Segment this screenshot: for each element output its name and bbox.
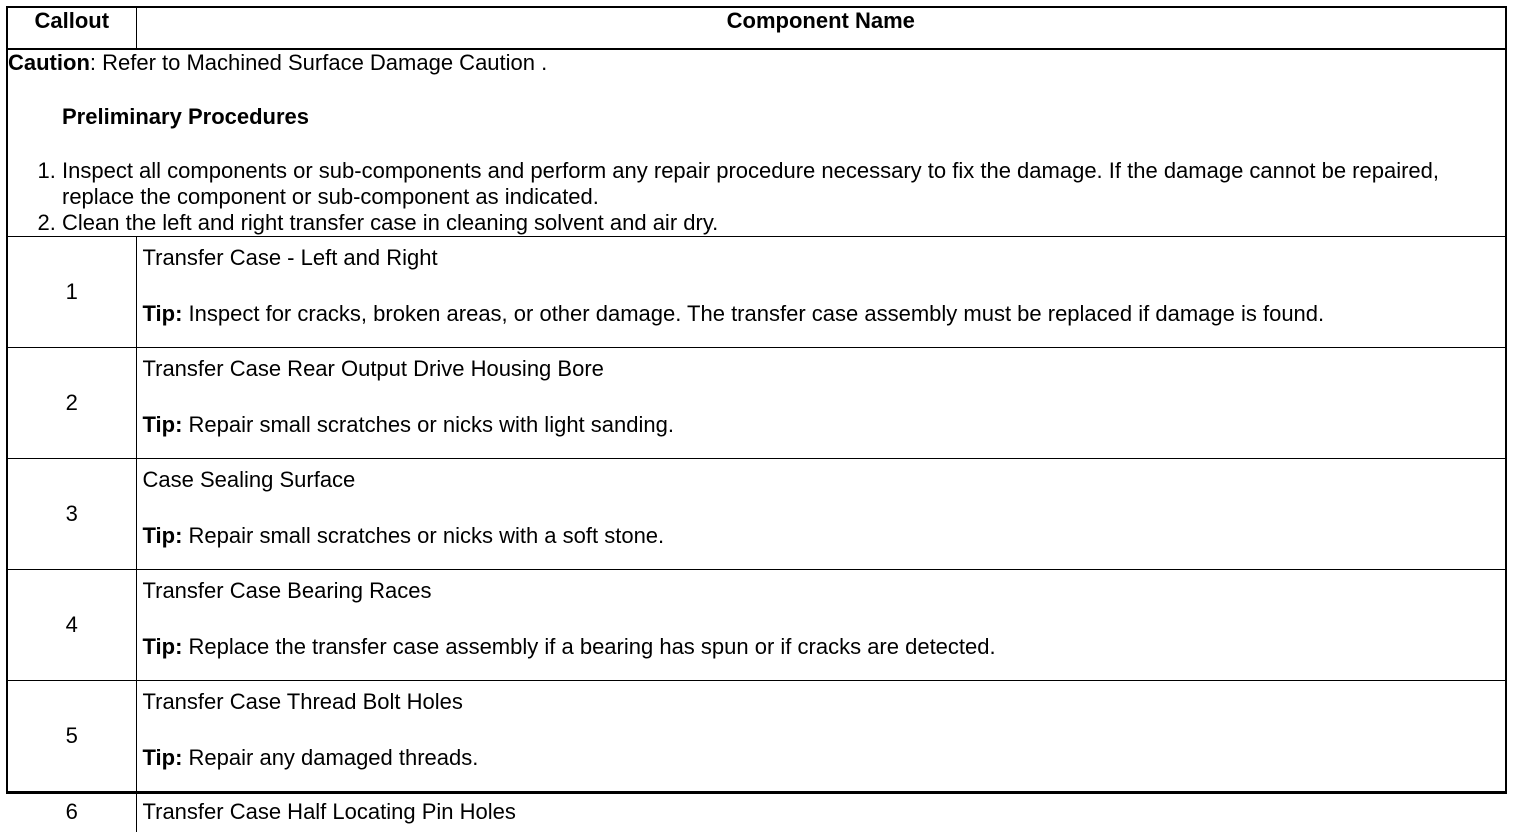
- procedure-table: [8, 8, 1505, 832]
- tip-note: [143, 523, 1500, 549]
- tip-note: [143, 634, 1500, 660]
- tip-label: Tip:: [143, 301, 183, 326]
- component-cell: [136, 681, 1505, 792]
- component-cell: [136, 459, 1505, 570]
- table-row: [8, 459, 1505, 570]
- component-name: Transfer Case Thread Bolt Holes: [143, 689, 1500, 745]
- table-row: [8, 681, 1505, 792]
- step-item: 1. Inspect all components or sub-components and perform any repair procedure necessary to fix the damage. If the damage cannot be repaired, replace the component or sub-component as indicated.: [62, 158, 1505, 210]
- caution-text: : Refer to Machined Surface Damage Caution .: [90, 50, 547, 75]
- tip-note: [143, 412, 1500, 438]
- intro-cell: [8, 49, 1505, 237]
- table-row: [8, 792, 1505, 832]
- tip-text: Repair small scratches or nicks with a soft stone.: [182, 523, 664, 548]
- tip-note: [143, 301, 1500, 327]
- header-callout: Callout: [8, 8, 136, 49]
- callout-number: 2: [8, 348, 136, 459]
- table-row: [8, 570, 1505, 681]
- tip-text: Repair small scratches or nicks with light sanding.: [182, 412, 674, 437]
- component-name: Transfer Case Half Locating Pin Holes: [136, 792, 1505, 832]
- callout-number: 3: [8, 459, 136, 570]
- callout-number: 5: [8, 681, 136, 792]
- callout-number: 1: [8, 237, 136, 348]
- tip-label: Tip:: [143, 745, 183, 770]
- callout-number: 4: [8, 570, 136, 681]
- step-item: 2. Clean the left and right transfer case in cleaning solvent and air dry.: [62, 210, 1505, 236]
- tip-note: [143, 745, 1500, 771]
- tip-text: Replace the transfer case assembly if a bearing has spun or if cracks are detected.: [182, 634, 995, 659]
- component-name: Transfer Case Bearing Races: [143, 578, 1500, 634]
- step-list: [8, 158, 1505, 236]
- tip-text: Repair any damaged threads.: [182, 745, 478, 770]
- component-cell: [136, 570, 1505, 681]
- table-row: [8, 348, 1505, 459]
- component-name: Transfer Case Rear Output Drive Housing Bore: [143, 356, 1500, 412]
- preliminary-heading: Preliminary Procedures: [62, 104, 1505, 134]
- component-cell: [136, 237, 1505, 348]
- procedure-table-frame: [6, 6, 1507, 794]
- table-row: [8, 237, 1505, 348]
- component-name: Transfer Case - Left and Right: [143, 245, 1500, 301]
- intro-row: [8, 49, 1505, 237]
- caution-label: Caution: [8, 50, 90, 75]
- callout-number: 6: [8, 792, 136, 832]
- component-name: Case Sealing Surface: [143, 467, 1500, 523]
- tip-label: Tip:: [143, 634, 183, 659]
- table-header-row: [8, 8, 1505, 49]
- tip-label: Tip:: [143, 412, 183, 437]
- tip-text: Inspect for cracks, broken areas, or other damage. The transfer case assembly must be replaced if damage is found.: [182, 301, 1324, 326]
- caution-note: [8, 50, 1505, 78]
- header-component-name: Component Name: [136, 8, 1505, 49]
- component-cell: [136, 348, 1505, 459]
- tip-label: Tip:: [143, 523, 183, 548]
